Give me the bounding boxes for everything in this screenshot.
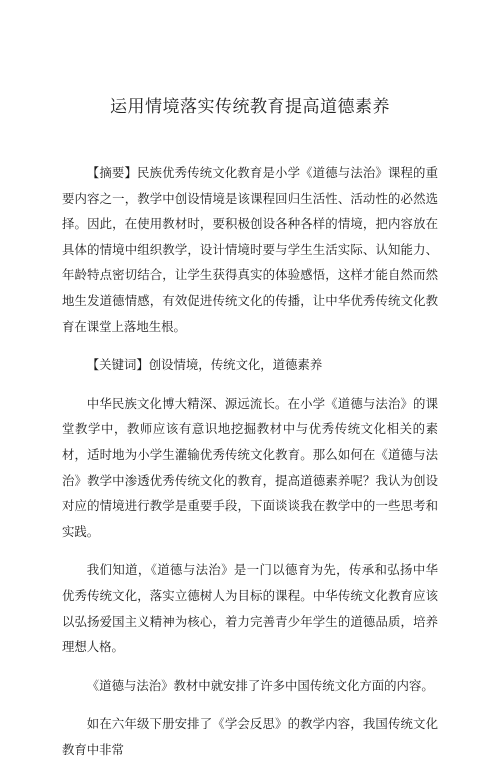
body-paragraph: 如在六年级下册安排了《学会反思》的教学内容，我国传统文化教育中非常: [62, 716, 438, 757]
body-paragraph: 中华民族文化博大精深、源远流长。在小学《道德与法治》的课堂教学中，教师应该有意识地挖掘教材中与优秀传统文化相关的素材，适时地为小学生灌输优秀传统文化教育。那么如何在《道德与法治》教学中渗透优秀传统文化的教育，提高道德素养呢？我认为创设对应的情境进行教学是重要手段，下面谈谈我在教学中的一些思考和实践。: [62, 395, 438, 539]
document-body: [62, 160, 438, 775]
document-title: 运用情境落实传统教育提高道德素养: [110, 97, 390, 117]
abstract-paragraph: 【摘要】民族优秀传统文化教育是小学《道德与法治》课程的重要内容之一，教学中创设情境是该课程回归生活性、活动性的必然选择。因此，在使用教材时，要积极创设各种各样的情境，把内容放在具体的情境中组织教学，设计情境时要与学生生活实际、认知能力、年龄特点密切结合，让学生获得真实的体验感悟，这样才能自然而然地生发道德情感，有效促进传统文化的传播，让中华优秀传统文化教育在课堂上落地生根。: [62, 165, 438, 334]
keywords-paragraph: 【关键词】创设情境，传统文化，道德素养: [86, 357, 323, 373]
body-paragraph: 《道德与法治》教材中就安排了许多中国传统文化方面的内容。: [86, 677, 434, 693]
body-paragraph: 我们知道，《道德与法治》是一门以德育为先，传承和弘扬中华优秀传统文化，落实立德树人为目标的课程。中华传统文化教育应该以弘扬爱国主义精神为核心，着力完善青少年学生的道德品质，培养理想人格。: [62, 562, 438, 655]
